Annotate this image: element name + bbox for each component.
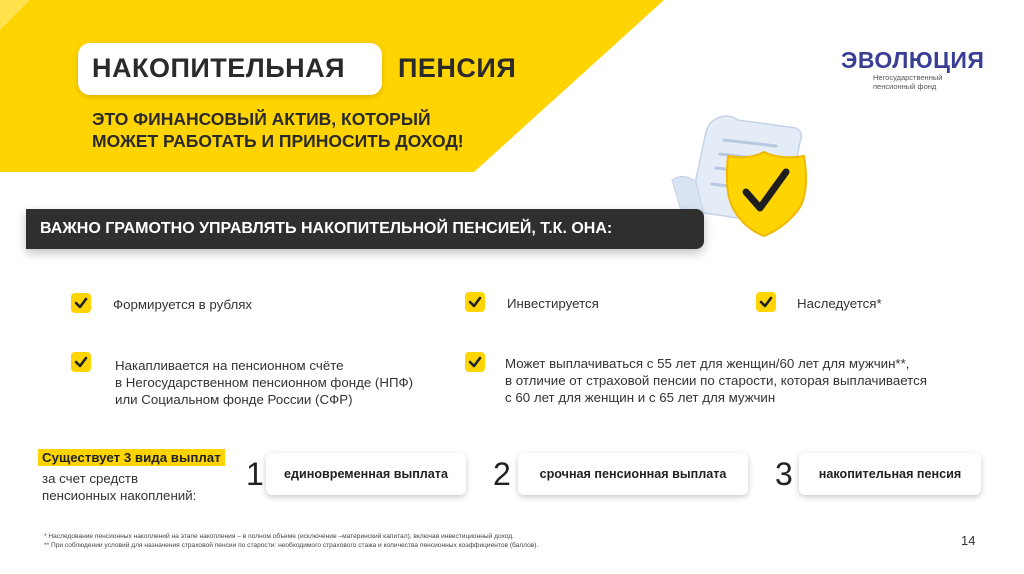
- payment-fixed-term-label: срочная пенсионная выплата: [539, 467, 727, 481]
- shield-check-icon: [727, 152, 806, 236]
- subtitle-line2: МОЖЕТ РАБОТАТЬ И ПРИНОСИТЬ ДОХОД!: [92, 131, 464, 151]
- subtitle: [92, 108, 464, 152]
- payment-number-1: 1: [246, 456, 264, 492]
- check-icon: [71, 352, 91, 372]
- payment-number-2: 2: [493, 456, 511, 492]
- payment-box-fixed-term: [518, 453, 748, 495]
- page-title-part1: НАКОПИТЕЛЬНАЯ: [92, 53, 346, 83]
- feature-accumulated: [115, 357, 413, 408]
- feature-invested: Инвестируется: [507, 296, 599, 311]
- subtitle-line1: ЭТО ФИНАНСОВЫЙ АКТИВ, КОТОРЫЙ: [92, 109, 431, 129]
- logo-sub-line1: Негосударственный: [873, 73, 943, 82]
- payments-label-line3: пенсионных накоплений:: [42, 488, 197, 503]
- payments-label-line2: за счет средств: [42, 471, 139, 486]
- feature-payout-age-line2: в отличие от страховой пенсии по старости, которая выплачивается: [505, 373, 927, 388]
- page-number: 14: [961, 533, 976, 548]
- payment-funded-pension-label: накопительная пенсия: [818, 467, 962, 481]
- logo-wordmark: ЭВОЛЮЦИЯ: [841, 47, 985, 73]
- check-icon: [756, 292, 776, 312]
- feature-accumulated-line1: Накапливается на пенсионном счёте: [115, 358, 344, 373]
- payment-box-lump-sum: [266, 453, 466, 495]
- feature-payout-age-line3: с 60 лет для женщин и с 65 лет для мужчин: [505, 390, 776, 405]
- feature-payout-age-line1: Может выплачиваться с 55 лет для женщин/60 лет для мужчин**,: [505, 356, 910, 371]
- logo-sub-line2: пенсионный фонд: [873, 82, 937, 91]
- payments-label-highlight: Существует 3 вида выплат: [38, 449, 225, 466]
- check-icon: [465, 292, 485, 312]
- payments-label: [42, 470, 196, 504]
- check-icon: [465, 352, 485, 372]
- feature-accumulated-line2: в Негосударственном пенсионном фонде (НПФ): [115, 375, 414, 390]
- logo-subtitle: [873, 73, 942, 91]
- page-title-part2: ПЕНСИЯ: [398, 53, 517, 83]
- footnote-1: * Наследование пенсионных накоплений на этапе накопления – в полном объеме (исключение –материнский капитал), включая инвестиционный доход.: [44, 533, 514, 540]
- check-icon: [71, 293, 91, 313]
- feature-accumulated-line3: или Социальном фонде России (СФР): [115, 392, 353, 407]
- payment-box-funded-pension: [799, 453, 981, 495]
- feature-payout-age: [505, 355, 927, 406]
- payment-lump-sum-label: единовременная выплата: [284, 467, 448, 481]
- feature-inherited: Наследуется*: [797, 296, 882, 311]
- payment-number-3: 3: [775, 456, 793, 492]
- footnote-2: ** При соблюдении условий для назначения страховой пенсии по старости: необходимого страхового стажа и количества пенсионных коэффициентов (баллов).: [44, 542, 539, 549]
- banner-text: ВАЖНО ГРАМОТНО УПРАВЛЯТЬ НАКОПИТЕЛЬНОЙ ПЕНСИЕЙ, Т.К. ОНА:: [40, 220, 613, 237]
- feature-rubles: Формируется в рублях: [113, 297, 253, 312]
